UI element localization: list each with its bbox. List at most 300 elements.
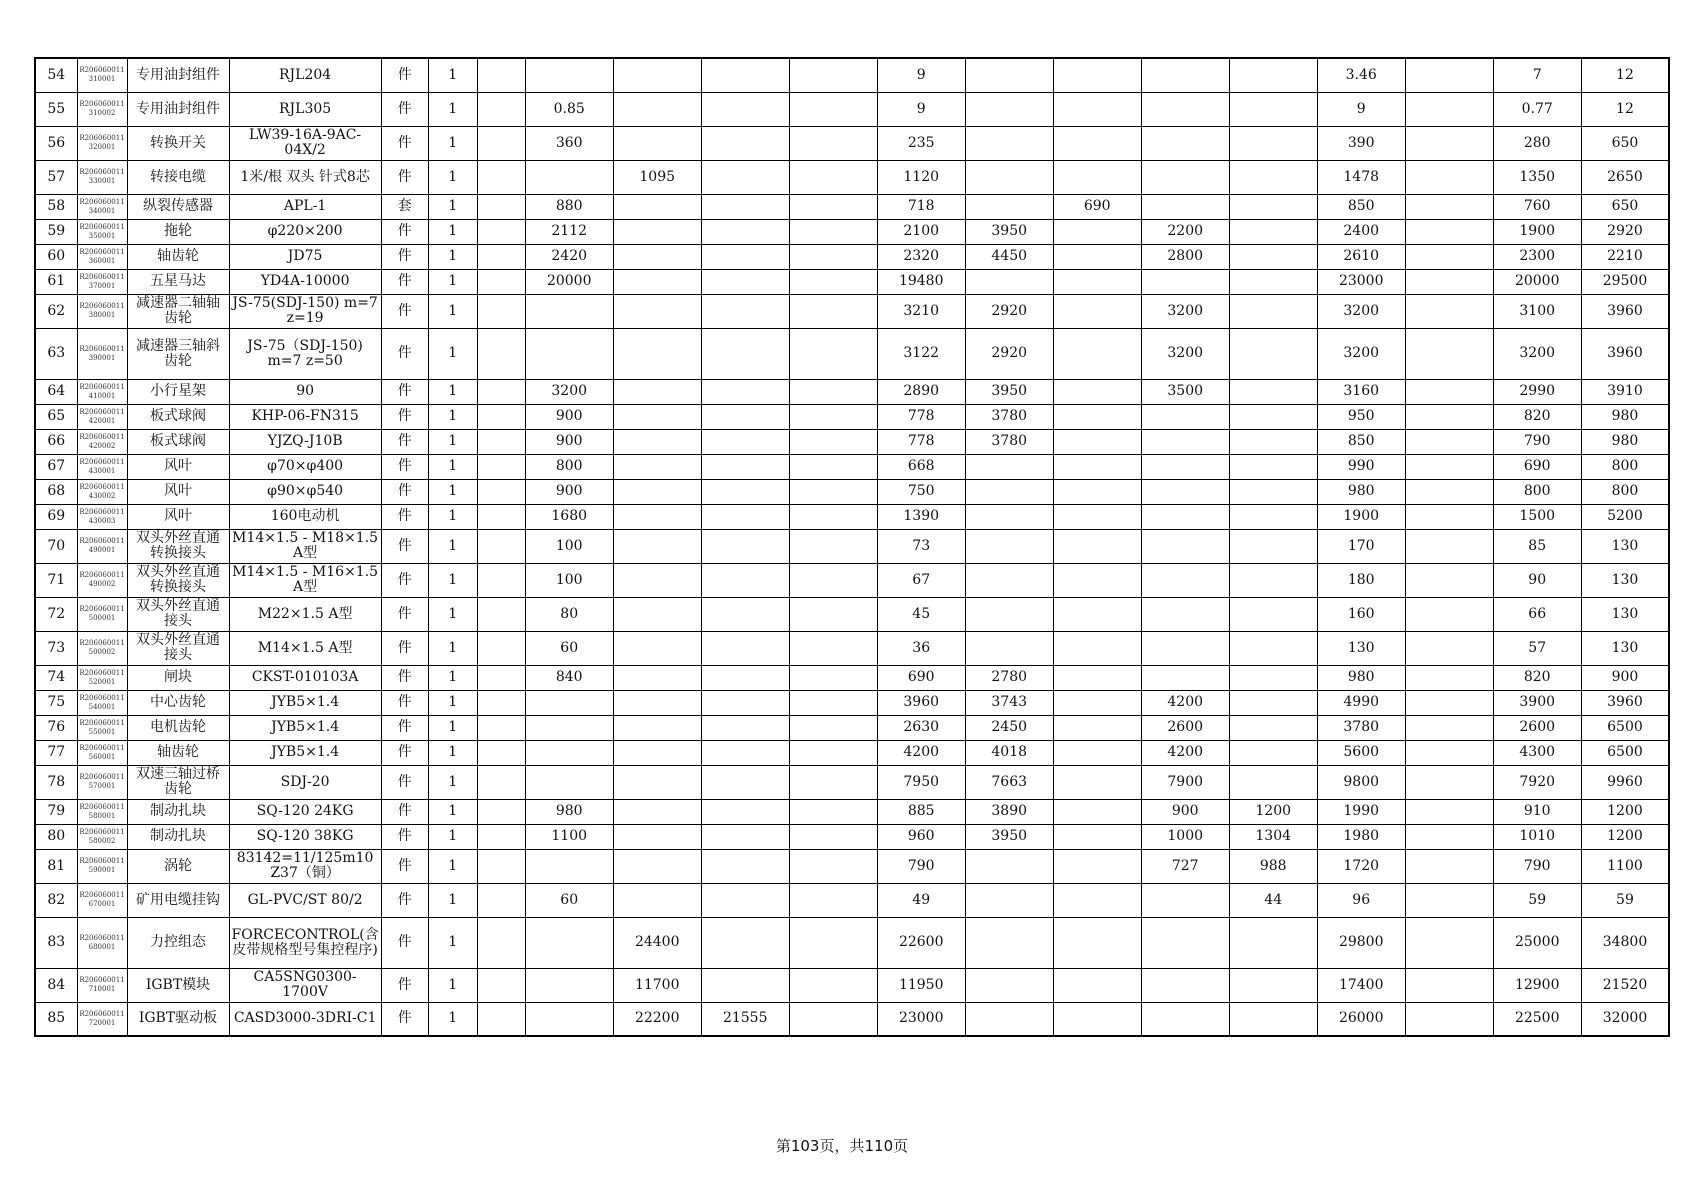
- price-cell: 7950: [877, 765, 965, 799]
- price-cell: [1405, 244, 1493, 269]
- item-name: 拖轮: [127, 219, 229, 244]
- price-cell: [701, 563, 789, 597]
- price-cell: 7: [1493, 58, 1581, 92]
- unit-cell: 件: [381, 92, 428, 126]
- row-number: 84: [35, 968, 77, 1002]
- price-cell: [1141, 917, 1229, 968]
- price-cell: 1500: [1493, 504, 1581, 529]
- item-spec: M14×1.5 - M18×1.5 A型: [229, 529, 381, 563]
- qty-cell: 1: [428, 92, 477, 126]
- table-row: [35, 968, 1669, 1002]
- price-cell: [789, 631, 877, 665]
- item-spec: YD4A-10000: [229, 269, 381, 294]
- price-cell: 4200: [1141, 740, 1229, 765]
- price-cell: 235: [877, 126, 965, 160]
- table-row: [35, 917, 1669, 968]
- unit-cell: 件: [381, 1002, 428, 1036]
- item-spec: 1米/根 双头 针式8芯: [229, 160, 381, 194]
- price-cell: 36: [877, 631, 965, 665]
- price-cell: 9: [1317, 92, 1405, 126]
- price-cell: 1100: [525, 824, 613, 849]
- price-cell: [477, 92, 525, 126]
- price-cell: [1405, 968, 1493, 1002]
- price-cell: 1990: [1317, 799, 1405, 824]
- price-cell: [525, 160, 613, 194]
- item-spec: GL-PVC/ST 80/2: [229, 883, 381, 917]
- qty-cell: 1: [428, 429, 477, 454]
- price-cell: [1405, 563, 1493, 597]
- price-cell: [613, 379, 701, 404]
- row-number: 68: [35, 479, 77, 504]
- price-cell: 900: [525, 429, 613, 454]
- price-cell: 2200: [1141, 219, 1229, 244]
- item-name: 制动扎块: [127, 824, 229, 849]
- price-cell: [477, 765, 525, 799]
- price-cell: 790: [1493, 849, 1581, 883]
- price-cell: [789, 160, 877, 194]
- price-cell: [1053, 968, 1141, 1002]
- price-cell: 3500: [1141, 379, 1229, 404]
- price-cell: [965, 529, 1053, 563]
- qty-cell: 1: [428, 328, 477, 379]
- unit-cell: 件: [381, 563, 428, 597]
- price-cell: [1405, 740, 1493, 765]
- price-cell: 980: [1581, 429, 1669, 454]
- price-cell: 19480: [877, 269, 965, 294]
- price-cell: [1141, 269, 1229, 294]
- price-cell: [1229, 740, 1317, 765]
- price-cell: [525, 740, 613, 765]
- unit-cell: 件: [381, 269, 428, 294]
- price-cell: [1053, 824, 1141, 849]
- price-cell: 9: [877, 58, 965, 92]
- price-cell: 3200: [1493, 328, 1581, 379]
- qty-cell: 1: [428, 294, 477, 328]
- price-cell: [1141, 563, 1229, 597]
- price-cell: [1053, 740, 1141, 765]
- price-cell: [789, 244, 877, 269]
- table-row: [35, 690, 1669, 715]
- price-cell: [613, 883, 701, 917]
- price-cell: [613, 454, 701, 479]
- price-cell: [789, 269, 877, 294]
- unit-cell: 件: [381, 328, 428, 379]
- price-cell: 23000: [1317, 269, 1405, 294]
- row-number: 58: [35, 194, 77, 219]
- price-cell: 160: [1317, 597, 1405, 631]
- table-row: [35, 824, 1669, 849]
- item-spec: CKST-010103A: [229, 665, 381, 690]
- item-spec: CA5SNG0300-1700V: [229, 968, 381, 1002]
- table-row: [35, 92, 1669, 126]
- price-cell: 23000: [877, 1002, 965, 1036]
- price-cell: [701, 740, 789, 765]
- price-cell: [1053, 294, 1141, 328]
- qty-cell: 1: [428, 883, 477, 917]
- qty-cell: 1: [428, 849, 477, 883]
- item-name: 板式球阀: [127, 404, 229, 429]
- price-cell: [1229, 504, 1317, 529]
- price-cell: [1405, 404, 1493, 429]
- table-row: [35, 454, 1669, 479]
- price-cell: [1229, 597, 1317, 631]
- table-row: [35, 479, 1669, 504]
- item-spec: M22×1.5 A型: [229, 597, 381, 631]
- item-spec: 83142=11/125m10 Z37（铜）: [229, 849, 381, 883]
- price-cell: [1053, 917, 1141, 968]
- price-cell: [1229, 244, 1317, 269]
- price-cell: 22200: [613, 1002, 701, 1036]
- price-cell: 2112: [525, 219, 613, 244]
- item-code: R206060011520001: [77, 665, 127, 690]
- price-cell: [1053, 479, 1141, 504]
- row-number: 71: [35, 563, 77, 597]
- price-cell: 3960: [1581, 690, 1669, 715]
- price-cell: 3.46: [1317, 58, 1405, 92]
- price-cell: [477, 404, 525, 429]
- price-cell: [789, 328, 877, 379]
- price-cell: 9: [877, 92, 965, 126]
- price-cell: [1405, 631, 1493, 665]
- item-code: R206060011340001: [77, 194, 127, 219]
- item-code: R206060011500002: [77, 631, 127, 665]
- qty-cell: 1: [428, 454, 477, 479]
- price-cell: [789, 597, 877, 631]
- price-cell: [1141, 160, 1229, 194]
- price-cell: 34800: [1581, 917, 1669, 968]
- item-name: 制动扎块: [127, 799, 229, 824]
- price-cell: [1053, 563, 1141, 597]
- qty-cell: 1: [428, 563, 477, 597]
- price-cell: 1010: [1493, 824, 1581, 849]
- item-code: R206060011580002: [77, 824, 127, 849]
- price-cell: [613, 269, 701, 294]
- item-name: 纵裂传感器: [127, 194, 229, 219]
- price-cell: [701, 690, 789, 715]
- price-cell: [477, 740, 525, 765]
- price-cell: 790: [1493, 429, 1581, 454]
- qty-cell: 1: [428, 479, 477, 504]
- price-cell: 3780: [965, 404, 1053, 429]
- item-name: 矿用电缆挂钩: [127, 883, 229, 917]
- price-cell: [477, 379, 525, 404]
- price-cell: [1141, 883, 1229, 917]
- price-cell: [965, 504, 1053, 529]
- price-cell: 880: [525, 194, 613, 219]
- price-cell: [1141, 665, 1229, 690]
- price-cell: [789, 968, 877, 1002]
- price-cell: [477, 883, 525, 917]
- price-cell: [965, 126, 1053, 160]
- price-cell: [1405, 92, 1493, 126]
- price-cell: [1229, 160, 1317, 194]
- item-code: R206060011560001: [77, 740, 127, 765]
- unit-cell: 件: [381, 379, 428, 404]
- price-cell: 690: [1053, 194, 1141, 219]
- price-cell: [701, 429, 789, 454]
- price-cell: [613, 631, 701, 665]
- item-name: IGBT模块: [127, 968, 229, 1002]
- price-cell: [1229, 479, 1317, 504]
- unit-cell: 件: [381, 404, 428, 429]
- page-number: 103: [790, 1137, 820, 1155]
- price-cell: 73: [877, 529, 965, 563]
- price-cell: 800: [1581, 479, 1669, 504]
- row-number: 83: [35, 917, 77, 968]
- price-cell: [1229, 328, 1317, 379]
- qty-cell: 1: [428, 504, 477, 529]
- price-cell: 950: [1317, 404, 1405, 429]
- price-cell: 778: [877, 404, 965, 429]
- price-cell: 100: [525, 563, 613, 597]
- row-number: 61: [35, 269, 77, 294]
- item-spec: φ220×200: [229, 219, 381, 244]
- price-cell: [1053, 429, 1141, 454]
- item-spec: FORCECONTROL(含皮带规格型号集控程序): [229, 917, 381, 968]
- price-cell: [965, 563, 1053, 597]
- unit-cell: 件: [381, 740, 428, 765]
- item-code: R206060011310002: [77, 92, 127, 126]
- price-cell: 3200: [1141, 294, 1229, 328]
- price-cell: 650: [1581, 194, 1669, 219]
- qty-cell: 1: [428, 968, 477, 1002]
- price-cell: 900: [1581, 665, 1669, 690]
- table-row: [35, 740, 1669, 765]
- price-cell: [1053, 690, 1141, 715]
- price-cell: 650: [1581, 126, 1669, 160]
- price-cell: [613, 479, 701, 504]
- price-cell: 25000: [1493, 917, 1581, 968]
- price-cell: 1200: [1229, 799, 1317, 824]
- price-cell: [1053, 160, 1141, 194]
- price-cell: [1405, 479, 1493, 504]
- price-cell: [1229, 563, 1317, 597]
- unit-cell: 件: [381, 690, 428, 715]
- price-cell: [965, 454, 1053, 479]
- item-name: 减速器三轴斜齿轮: [127, 328, 229, 379]
- price-cell: [1053, 58, 1141, 92]
- price-cell: [789, 563, 877, 597]
- row-number: 62: [35, 294, 77, 328]
- price-cell: 60: [525, 631, 613, 665]
- price-cell: [789, 765, 877, 799]
- item-name: 转接电缆: [127, 160, 229, 194]
- item-name: 闸块: [127, 665, 229, 690]
- price-cell: 12900: [1493, 968, 1581, 1002]
- row-number: 73: [35, 631, 77, 665]
- price-cell: [525, 765, 613, 799]
- table-row: [35, 219, 1669, 244]
- price-cell: 800: [1493, 479, 1581, 504]
- price-cell: 800: [525, 454, 613, 479]
- price-cell: [965, 58, 1053, 92]
- item-spec: CASD3000-3DRI-C1: [229, 1002, 381, 1036]
- row-number: 76: [35, 715, 77, 740]
- price-cell: [1141, 126, 1229, 160]
- price-cell: [701, 454, 789, 479]
- qty-cell: 1: [428, 160, 477, 194]
- item-code: R206060011360001: [77, 244, 127, 269]
- price-cell: [1405, 1002, 1493, 1036]
- qty-cell: 1: [428, 824, 477, 849]
- price-cell: [525, 690, 613, 715]
- price-cell: [701, 160, 789, 194]
- price-cell: [477, 194, 525, 219]
- price-cell: 90: [1493, 563, 1581, 597]
- price-cell: [477, 597, 525, 631]
- price-cell: 820: [1493, 665, 1581, 690]
- price-cell: [477, 294, 525, 328]
- price-cell: [1405, 690, 1493, 715]
- price-cell: 980: [1317, 665, 1405, 690]
- price-cell: 4450: [965, 244, 1053, 269]
- unit-cell: 件: [381, 219, 428, 244]
- price-cell: 0.77: [1493, 92, 1581, 126]
- price-cell: [701, 597, 789, 631]
- row-number: 57: [35, 160, 77, 194]
- row-number: 66: [35, 429, 77, 454]
- price-cell: [477, 799, 525, 824]
- price-cell: 1200: [1581, 799, 1669, 824]
- price-cell: 57: [1493, 631, 1581, 665]
- price-cell: 130: [1581, 631, 1669, 665]
- item-spec: 90: [229, 379, 381, 404]
- price-cell: [1141, 479, 1229, 504]
- price-cell: [1405, 799, 1493, 824]
- price-cell: [1405, 715, 1493, 740]
- price-cell: [1053, 849, 1141, 883]
- price-cell: 2210: [1581, 244, 1669, 269]
- price-cell: [701, 529, 789, 563]
- price-cell: 960: [877, 824, 965, 849]
- price-cell: [1229, 194, 1317, 219]
- item-spec: M14×1.5 - M16×1.5 A型: [229, 563, 381, 597]
- price-cell: 85: [1493, 529, 1581, 563]
- item-name: 风叶: [127, 479, 229, 504]
- row-number: 69: [35, 504, 77, 529]
- price-cell: [477, 917, 525, 968]
- price-cell: [613, 429, 701, 454]
- price-cell: [1229, 690, 1317, 715]
- price-cell: [477, 665, 525, 690]
- unit-cell: 件: [381, 824, 428, 849]
- price-cell: [789, 194, 877, 219]
- item-spec: SDJ-20: [229, 765, 381, 799]
- table-row: [35, 58, 1669, 92]
- price-cell: [1053, 404, 1141, 429]
- item-spec: JS-75(SDJ-150) m=7 z=19: [229, 294, 381, 328]
- qty-cell: 1: [428, 1002, 477, 1036]
- price-cell: 3122: [877, 328, 965, 379]
- price-cell: [477, 849, 525, 883]
- unit-cell: 件: [381, 883, 428, 917]
- price-cell: [1405, 529, 1493, 563]
- price-cell: 980: [1581, 404, 1669, 429]
- price-cell: [613, 715, 701, 740]
- price-cell: [1053, 504, 1141, 529]
- price-cell: [613, 294, 701, 328]
- price-cell: 2420: [525, 244, 613, 269]
- row-number: 80: [35, 824, 77, 849]
- price-cell: 3200: [1317, 294, 1405, 328]
- row-number: 65: [35, 404, 77, 429]
- price-cell: 12: [1581, 92, 1669, 126]
- price-cell: 4990: [1317, 690, 1405, 715]
- item-spec: φ90×φ540: [229, 479, 381, 504]
- price-cell: 1120: [877, 160, 965, 194]
- price-cell: [701, 328, 789, 379]
- price-cell: 900: [525, 479, 613, 504]
- price-cell: 1900: [1493, 219, 1581, 244]
- item-code: R206060011490002: [77, 563, 127, 597]
- item-name: IGBT驱动板: [127, 1002, 229, 1036]
- price-cell: 2890: [877, 379, 965, 404]
- price-cell: 2100: [877, 219, 965, 244]
- price-cell: 2630: [877, 715, 965, 740]
- price-cell: 1350: [1493, 160, 1581, 194]
- price-cell: [965, 269, 1053, 294]
- price-cell: 60: [525, 883, 613, 917]
- price-cell: 3200: [1141, 328, 1229, 379]
- price-cell: 59: [1581, 883, 1669, 917]
- item-code: R206060011490001: [77, 529, 127, 563]
- price-cell: [477, 715, 525, 740]
- price-cell: 29800: [1317, 917, 1405, 968]
- row-number: 64: [35, 379, 77, 404]
- price-cell: 980: [525, 799, 613, 824]
- table-row: [35, 563, 1669, 597]
- price-cell: 9960: [1581, 765, 1669, 799]
- item-code: R206060011590001: [77, 849, 127, 883]
- price-cell: [1053, 1002, 1141, 1036]
- price-cell: [1405, 917, 1493, 968]
- item-code: R206060011420002: [77, 429, 127, 454]
- price-cell: [477, 1002, 525, 1036]
- price-cell: [1229, 917, 1317, 968]
- price-cell: 2610: [1317, 244, 1405, 269]
- item-spec: M14×1.5 A型: [229, 631, 381, 665]
- price-cell: 7920: [1493, 765, 1581, 799]
- price-cell: 840: [525, 665, 613, 690]
- price-cell: 1478: [1317, 160, 1405, 194]
- price-cell: [701, 883, 789, 917]
- price-cell: [1405, 160, 1493, 194]
- price-cell: [477, 563, 525, 597]
- price-cell: [1053, 92, 1141, 126]
- price-cell: 7663: [965, 765, 1053, 799]
- table-row: [35, 715, 1669, 740]
- price-cell: [613, 404, 701, 429]
- price-cell: 4200: [877, 740, 965, 765]
- unit-cell: 件: [381, 849, 428, 883]
- price-cell: [1053, 454, 1141, 479]
- price-cell: [965, 968, 1053, 1002]
- price-cell: 67: [877, 563, 965, 597]
- page-footer: 第103页，共110页: [775, 1137, 909, 1155]
- unit-cell: 件: [381, 968, 428, 1002]
- price-cell: 1390: [877, 504, 965, 529]
- item-code: R206060011420001: [77, 404, 127, 429]
- item-code: R206060011380001: [77, 294, 127, 328]
- price-cell: 1095: [613, 160, 701, 194]
- item-spec: JYB5×1.4: [229, 690, 381, 715]
- table-row: [35, 404, 1669, 429]
- price-cell: [701, 631, 789, 665]
- price-cell: 12: [1581, 58, 1669, 92]
- table-row: [35, 504, 1669, 529]
- price-cell: [477, 269, 525, 294]
- price-cell: 2320: [877, 244, 965, 269]
